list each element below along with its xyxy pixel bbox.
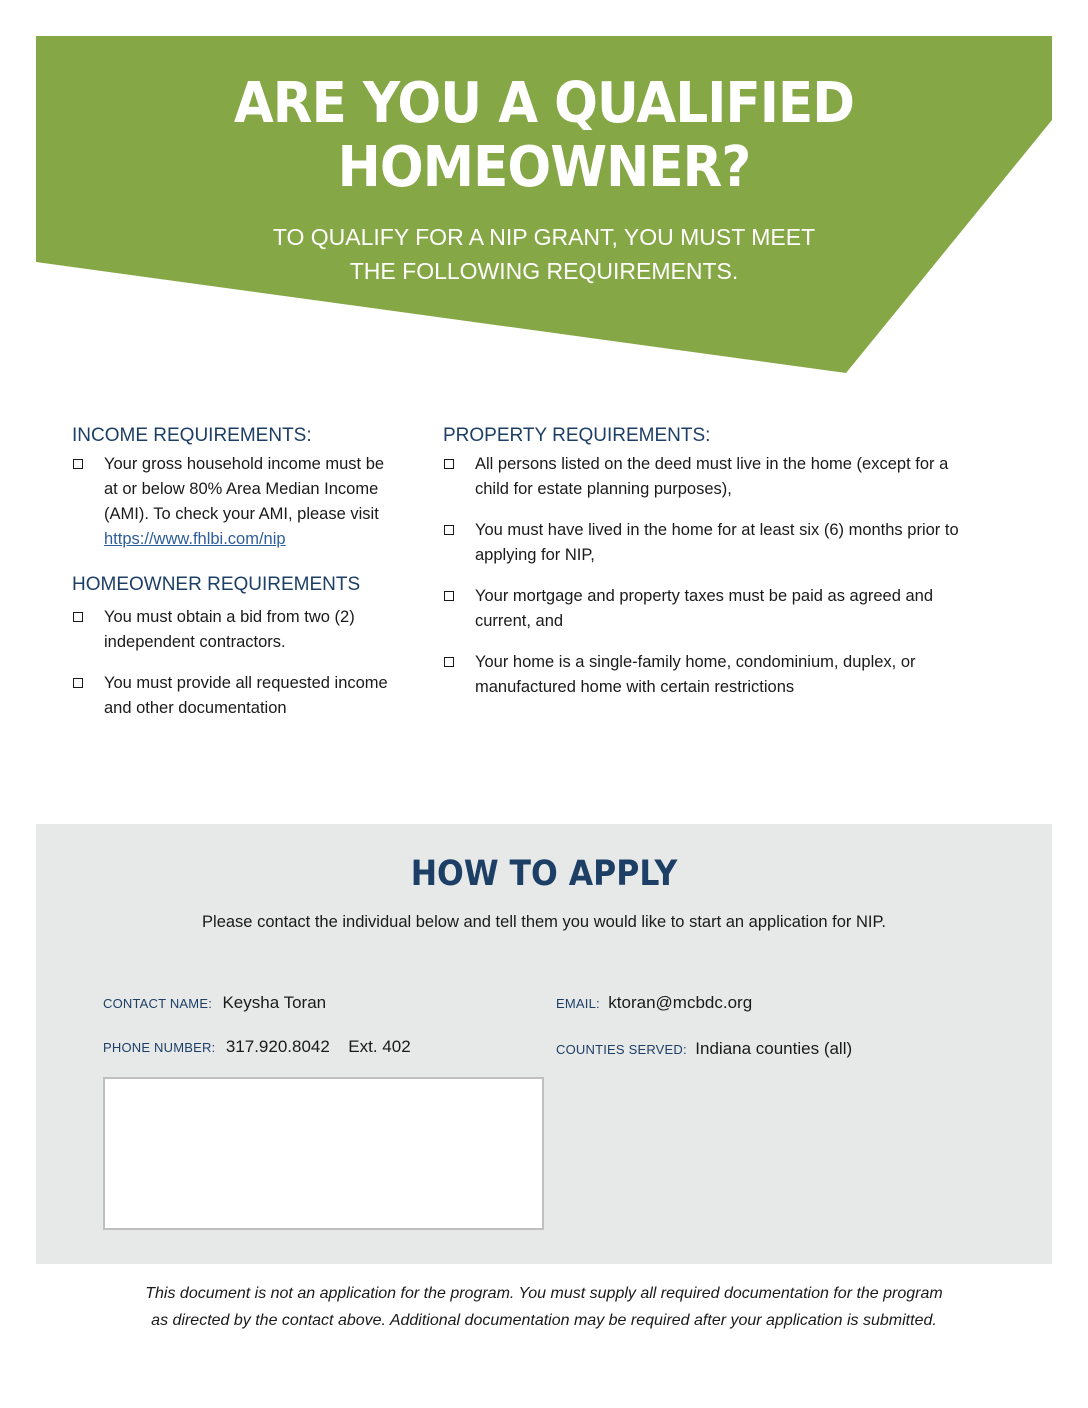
counties-value: Indiana counties (all) xyxy=(695,1039,853,1058)
counties-label: COUNTIES SERVED: xyxy=(556,1042,687,1057)
checkbox-icon[interactable] xyxy=(444,525,454,535)
property-item-text: You must have lived in the home for at least six (6) months prior to applying for NIP, xyxy=(475,521,959,564)
list-item xyxy=(72,671,402,721)
list-item xyxy=(443,452,983,502)
checkbox-icon[interactable] xyxy=(444,591,454,601)
email-label: EMAIL: xyxy=(556,996,600,1011)
subtitle-line-2: THE FOLLOWING REQUIREMENTS. xyxy=(349,258,739,284)
checkbox-icon[interactable] xyxy=(444,459,454,469)
homeowner-item-text: You must obtain a bid from two (2) independent contractors. xyxy=(104,608,355,651)
list-item xyxy=(443,518,983,568)
counties-row xyxy=(556,1039,852,1059)
checkbox-icon[interactable] xyxy=(73,678,83,688)
income-requirements-heading: INCOME REQUIREMENTS: xyxy=(72,425,312,446)
property-requirements-list xyxy=(443,452,983,716)
income-requirements-list xyxy=(72,452,402,568)
checkbox-icon[interactable] xyxy=(73,459,83,469)
fhlbi-link[interactable]: https://www.fhlbi.com/nip xyxy=(104,530,286,548)
title-line-2: HOMEOWNER? xyxy=(337,135,751,200)
phone-row xyxy=(103,1037,411,1057)
disclaimer-line-1: This document is not an application for the program. You must supply all required documentation for the program xyxy=(145,1285,943,1302)
page-subtitle xyxy=(0,220,1088,288)
contact-info-box xyxy=(103,1077,544,1230)
list-item xyxy=(443,584,983,634)
homeowner-requirements-heading: HOMEOWNER REQUIREMENTS xyxy=(72,574,361,595)
phone-label: PHONE NUMBER: xyxy=(103,1040,216,1055)
title-line-1: ARE YOU A QUALIFIED xyxy=(233,71,855,136)
phone-extension: Ext. 402 xyxy=(348,1037,411,1056)
disclaimer xyxy=(0,1280,1088,1334)
phone-value[interactable]: 317.920.8042 xyxy=(225,1037,330,1056)
checkbox-icon[interactable] xyxy=(73,612,83,622)
how-to-apply-description: Please contact the individual below and tell them you would like to start an application for NIP. xyxy=(202,913,886,931)
list-item xyxy=(72,605,402,655)
contact-name-value: Keysha Toran xyxy=(222,993,327,1012)
checkbox-icon[interactable] xyxy=(444,657,454,667)
page-title xyxy=(44,72,1045,200)
homeowner-item-text: You must provide all requested income and other documentation xyxy=(104,674,388,717)
homeowner-requirements-list xyxy=(72,605,402,737)
property-requirements-heading: PROPERTY REQUIREMENTS: xyxy=(443,425,711,446)
income-item-text: Your gross household income must be at or below 80% Area Median Income (AMI). To check your AMI, please visit xyxy=(104,455,385,523)
contact-name-label: CONTACT NAME: xyxy=(103,996,213,1011)
list-item xyxy=(72,452,402,552)
subtitle-line-1: TO QUALIFY FOR A NIP GRANT, YOU MUST MEET xyxy=(272,224,816,250)
email-row xyxy=(556,993,752,1013)
email-value[interactable]: ktoran@mcbdc.org xyxy=(608,993,753,1012)
how-to-apply-title: HOW TO APPLY xyxy=(410,854,678,894)
list-item xyxy=(443,650,983,700)
disclaimer-line-2: as directed by the contact above. Additional documentation may be required after your application is submitted. xyxy=(151,1312,937,1329)
property-item-text: Your home is a single-family home, condominium, duplex, or manufactured home with certain restrictions xyxy=(475,653,916,696)
contact-name-row xyxy=(103,993,326,1013)
property-item-text: All persons listed on the deed must live in the home (except for a child for estate planning purposes), xyxy=(475,455,949,498)
property-item-text: Your mortgage and property taxes must be paid as agreed and current, and xyxy=(475,587,934,630)
